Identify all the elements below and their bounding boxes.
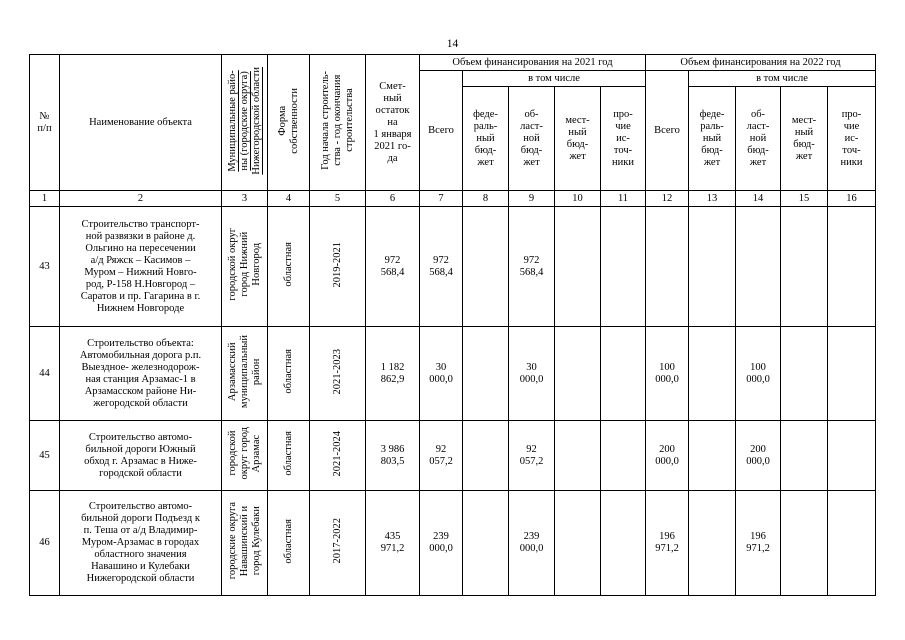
header-fin-2022: Объем финансирования на 2022 год	[646, 55, 876, 71]
header-total-2021: Всего	[420, 71, 463, 191]
column-number-row	[30, 191, 876, 207]
header-years	[310, 55, 366, 191]
table-row	[30, 327, 876, 421]
header-local-2021: мест- ный бюд- жет	[555, 87, 601, 191]
row-num: 43	[30, 207, 60, 327]
total-2022-cell: 100 000,0	[646, 327, 689, 421]
local-2022-cell	[781, 421, 828, 491]
column-number: 3	[222, 191, 268, 207]
table-row	[30, 421, 876, 491]
regional-2021-cell: 30 000,0	[509, 327, 555, 421]
other-2021-cell	[601, 327, 646, 421]
balance-cell: 972 568,4	[366, 207, 420, 327]
total-2021-cell: 92 057,2	[420, 421, 463, 491]
header-years-text: Год начала строитель- ства - год окончания строительства	[319, 71, 355, 170]
header-other-2022: про- чие ис- точ- ники	[828, 87, 876, 191]
column-number: 14	[736, 191, 781, 207]
column-number: 1	[30, 191, 60, 207]
other-2021-cell	[601, 421, 646, 491]
district-text: городской округ город Нижний Новгород	[226, 228, 262, 301]
years-text: 2021-2023	[331, 348, 343, 395]
regional-2021-cell: 972 568,4	[509, 207, 555, 327]
regional-2021-cell: 92 057,2	[509, 421, 555, 491]
local-2022-cell	[781, 207, 828, 327]
other-2021-cell	[601, 207, 646, 327]
district-cell	[222, 207, 268, 327]
row-num: 44	[30, 327, 60, 421]
federal-2022-cell	[689, 421, 736, 491]
header-balance: Смет- ный остаток на 1 января 2021 го- да	[366, 55, 420, 191]
column-number: 12	[646, 191, 689, 207]
column-number: 6	[366, 191, 420, 207]
header-district	[222, 55, 268, 191]
header-ownership-text: Форма собственности	[276, 87, 300, 154]
column-number: 9	[509, 191, 555, 207]
header-other-2021: про- чие ис- точ- ники	[601, 87, 646, 191]
column-number: 5	[310, 191, 366, 207]
federal-2021-cell	[463, 207, 509, 327]
other-2022-cell	[828, 207, 876, 327]
column-number: 7	[420, 191, 463, 207]
header-federal-2022: феде- раль- ный бюд- жет	[689, 87, 736, 191]
header-num: № п/п	[30, 55, 60, 191]
header-fin-2021: Объем финансирования на 2021 год	[420, 55, 646, 71]
balance-cell: 1 182 862,9	[366, 327, 420, 421]
column-number: 4	[268, 191, 310, 207]
other-2022-cell	[828, 491, 876, 596]
header-regional-2021: об- ласт- ной бюд- жет	[509, 87, 555, 191]
years-cell	[310, 207, 366, 327]
header-name: Наименование объекта	[60, 55, 222, 191]
object-name: Строительство транспорт- ной развязки в районе д. Ольгино на пересечении а/д Ряжск – Касимов – Муром – Нижний Новго- род, Р-158 Н.Новгород – Саратов и пр. Гагарина в г. Нижнем Новгороде	[60, 207, 222, 327]
ownership-text: областная	[282, 349, 294, 394]
ownership-cell	[268, 421, 310, 491]
object-name: Строительство автомо- бильной дороги Подъезд к п. Теша от а/д Владимир- Муром-Арзамас в городах областного значения Навашино и Кулебаки Нижегородской области	[60, 491, 222, 596]
table-row	[30, 207, 876, 327]
other-2022-cell	[828, 421, 876, 491]
object-name: Строительство автомо- бильной дороги Южный обход г. Арзамас в Ниже- городской области	[60, 421, 222, 491]
total-2022-cell: 200 000,0	[646, 421, 689, 491]
years-cell	[310, 491, 366, 596]
local-2022-cell	[781, 491, 828, 596]
federal-2022-cell	[689, 491, 736, 596]
balance-cell: 435 971,2	[366, 491, 420, 596]
ownership-cell	[268, 491, 310, 596]
header-district-text: Муниципальные райо- ны (городские округа) Нижегородской области	[226, 66, 262, 175]
total-2022-cell: 196 971,2	[646, 491, 689, 596]
regional-2022-cell: 200 000,0	[736, 421, 781, 491]
header-row-1	[30, 55, 876, 71]
federal-2022-cell	[689, 327, 736, 421]
regional-2022-cell: 100 000,0	[736, 327, 781, 421]
column-number: 13	[689, 191, 736, 207]
district-cell	[222, 327, 268, 421]
total-2021-cell: 239 000,0	[420, 491, 463, 596]
local-2021-cell	[555, 491, 601, 596]
column-number: 16	[828, 191, 876, 207]
district-cell	[222, 491, 268, 596]
column-number: 8	[463, 191, 509, 207]
total-2022-cell	[646, 207, 689, 327]
header-ownership	[268, 55, 310, 191]
federal-2022-cell	[689, 207, 736, 327]
column-number: 2	[60, 191, 222, 207]
total-2021-cell: 30 000,0	[420, 327, 463, 421]
district-text: городской округ город Арзамас	[226, 427, 262, 480]
regional-2021-cell: 239 000,0	[509, 491, 555, 596]
column-number: 15	[781, 191, 828, 207]
column-number: 10	[555, 191, 601, 207]
district-cell	[222, 421, 268, 491]
ownership-cell	[268, 327, 310, 421]
financing-table	[29, 54, 876, 596]
header-federal-2021: феде- раль- ный бюд- жет	[463, 87, 509, 191]
header-total-2022: Всего	[646, 71, 689, 191]
header-local-2022: мест- ный бюд- жет	[781, 87, 828, 191]
ownership-text: областная	[282, 242, 294, 287]
years-cell	[310, 327, 366, 421]
ownership-text: областная	[282, 431, 294, 476]
years-text: 2019-2021	[331, 241, 343, 288]
row-num: 46	[30, 491, 60, 596]
federal-2021-cell	[463, 421, 509, 491]
total-2021-cell: 972 568,4	[420, 207, 463, 327]
local-2022-cell	[781, 327, 828, 421]
other-2021-cell	[601, 491, 646, 596]
header-including-2022: в том числе	[689, 71, 876, 87]
years-text: 2017-2022	[331, 518, 343, 564]
district-text: Арзамасский муниципальный район	[226, 334, 262, 409]
header-including-2021: в том числе	[463, 71, 646, 87]
other-2022-cell	[828, 327, 876, 421]
local-2021-cell	[555, 327, 601, 421]
ownership-cell	[268, 207, 310, 327]
regional-2022-cell	[736, 207, 781, 327]
object-name: Строительство объекта: Автомобильная дорога р.п. Выездное- железнодорож- ная станция Арзамас-1 в Арзамасском районе Ни- жегородской области	[60, 327, 222, 421]
column-number: 11	[601, 191, 646, 207]
years-cell	[310, 421, 366, 491]
federal-2021-cell	[463, 327, 509, 421]
ownership-text: областная	[282, 518, 294, 564]
years-text: 2021-2024	[331, 430, 343, 477]
page-number: 14	[446, 38, 459, 50]
table-row	[30, 491, 876, 596]
balance-cell: 3 986 803,5	[366, 421, 420, 491]
local-2021-cell	[555, 207, 601, 327]
regional-2022-cell: 196 971,2	[736, 491, 781, 596]
row-num: 45	[30, 421, 60, 491]
district-text: городские округа Навашинский и город Кулебаки	[226, 502, 262, 580]
local-2021-cell	[555, 421, 601, 491]
header-regional-2022: об- ласт- ной бюд- жет	[736, 87, 781, 191]
federal-2021-cell	[463, 491, 509, 596]
